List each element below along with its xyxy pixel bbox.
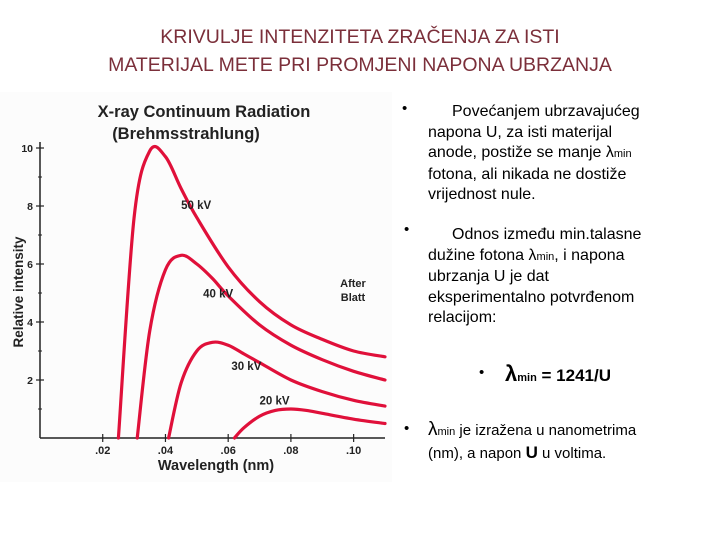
annotation-after: After bbox=[340, 278, 366, 290]
bullet-dot-2: • bbox=[404, 221, 410, 238]
xray-intensity-chart bbox=[0, 92, 392, 482]
formula bbox=[505, 361, 612, 389]
series-label-50kv: 50 kV bbox=[181, 199, 212, 212]
bullet1-line2: napona U, za isti materijal bbox=[428, 123, 613, 141]
chart-background bbox=[0, 92, 392, 482]
bullet3-u: U bbox=[525, 442, 538, 462]
bullet2-line5: relacijom: bbox=[428, 309, 497, 326]
formula-lambda: λ bbox=[505, 361, 518, 386]
bullet2-line2a: dužine fotona λ bbox=[428, 246, 537, 264]
series-label-20kv: 20 kV bbox=[259, 395, 290, 408]
y-tick-label: 4 bbox=[27, 317, 33, 329]
bullet3-lambda: λ bbox=[428, 419, 438, 440]
slide-title-line1: KRIVULJE INTENZITETA ZRAČENJA ZA ISTI bbox=[160, 26, 560, 48]
series-label-30kv: 30 kV bbox=[231, 360, 262, 373]
bullet1-line3: anode, postiže se manje λ bbox=[428, 144, 614, 161]
bullet1-line1: Povećanjem ubrzavajućeg bbox=[452, 103, 640, 120]
y-tick-label: 8 bbox=[27, 201, 33, 213]
bullet3-text2: (nm), a napon bbox=[428, 444, 526, 462]
x-tick-label: .04 bbox=[157, 445, 174, 457]
bullet-text-4 bbox=[428, 420, 718, 464]
x-tick-label: .02 bbox=[95, 445, 111, 457]
x-axis-label: Wavelength (nm) bbox=[157, 458, 275, 474]
bullet-dot-1: • bbox=[402, 100, 408, 117]
y-axis-label: Relative intensity bbox=[11, 236, 26, 348]
bullet-text-2 bbox=[428, 225, 718, 329]
bullet3-text3: u voltima. bbox=[537, 444, 607, 462]
chart-subtitle: (Brehmsstrahlung) bbox=[112, 125, 260, 143]
x-tick-label: .10 bbox=[345, 445, 362, 457]
bullet2-min-sub: min bbox=[536, 250, 555, 263]
bullet2-line2b: , i napona bbox=[554, 246, 625, 264]
bullet2-line1: Odnos između min.talasne bbox=[452, 226, 642, 243]
chart-title: X-ray Continuum Radiation bbox=[97, 103, 311, 121]
y-tick-label: 2 bbox=[27, 375, 33, 387]
bullet1-line4: fotona, ali nikada ne dostiže bbox=[428, 165, 627, 183]
formula-min-sub: min bbox=[517, 372, 537, 384]
series-label-40kv: 40 kV bbox=[203, 288, 234, 301]
bullet1-line5: vrijednost nule. bbox=[428, 186, 536, 203]
slide-title-line2: MATERIJAL METE PRI PROMJENI NAPONA UBRZANJA bbox=[108, 54, 612, 76]
bullet2-line4: eksperimentalno potvrđenom bbox=[428, 288, 635, 306]
bullet-dot-3: • bbox=[479, 364, 485, 381]
bullet-text-1 bbox=[428, 102, 718, 206]
x-tick-label: .06 bbox=[220, 445, 236, 457]
formula-rest: = 1241/U bbox=[536, 366, 612, 385]
y-tick-label: 10 bbox=[21, 143, 33, 155]
bullet3-text1: je izražena u nanometrima bbox=[455, 422, 637, 439]
bullet2-line3: ubrzanja U je dat bbox=[428, 268, 549, 285]
y-tick-label: 6 bbox=[27, 259, 33, 271]
x-tick-label: .08 bbox=[283, 445, 299, 457]
annotation-blatt: Blatt bbox=[340, 292, 366, 304]
bullet1-min-sub: min bbox=[613, 148, 632, 160]
bullet-dot-4: • bbox=[404, 420, 410, 437]
bullet3-min-sub: min bbox=[437, 426, 456, 438]
